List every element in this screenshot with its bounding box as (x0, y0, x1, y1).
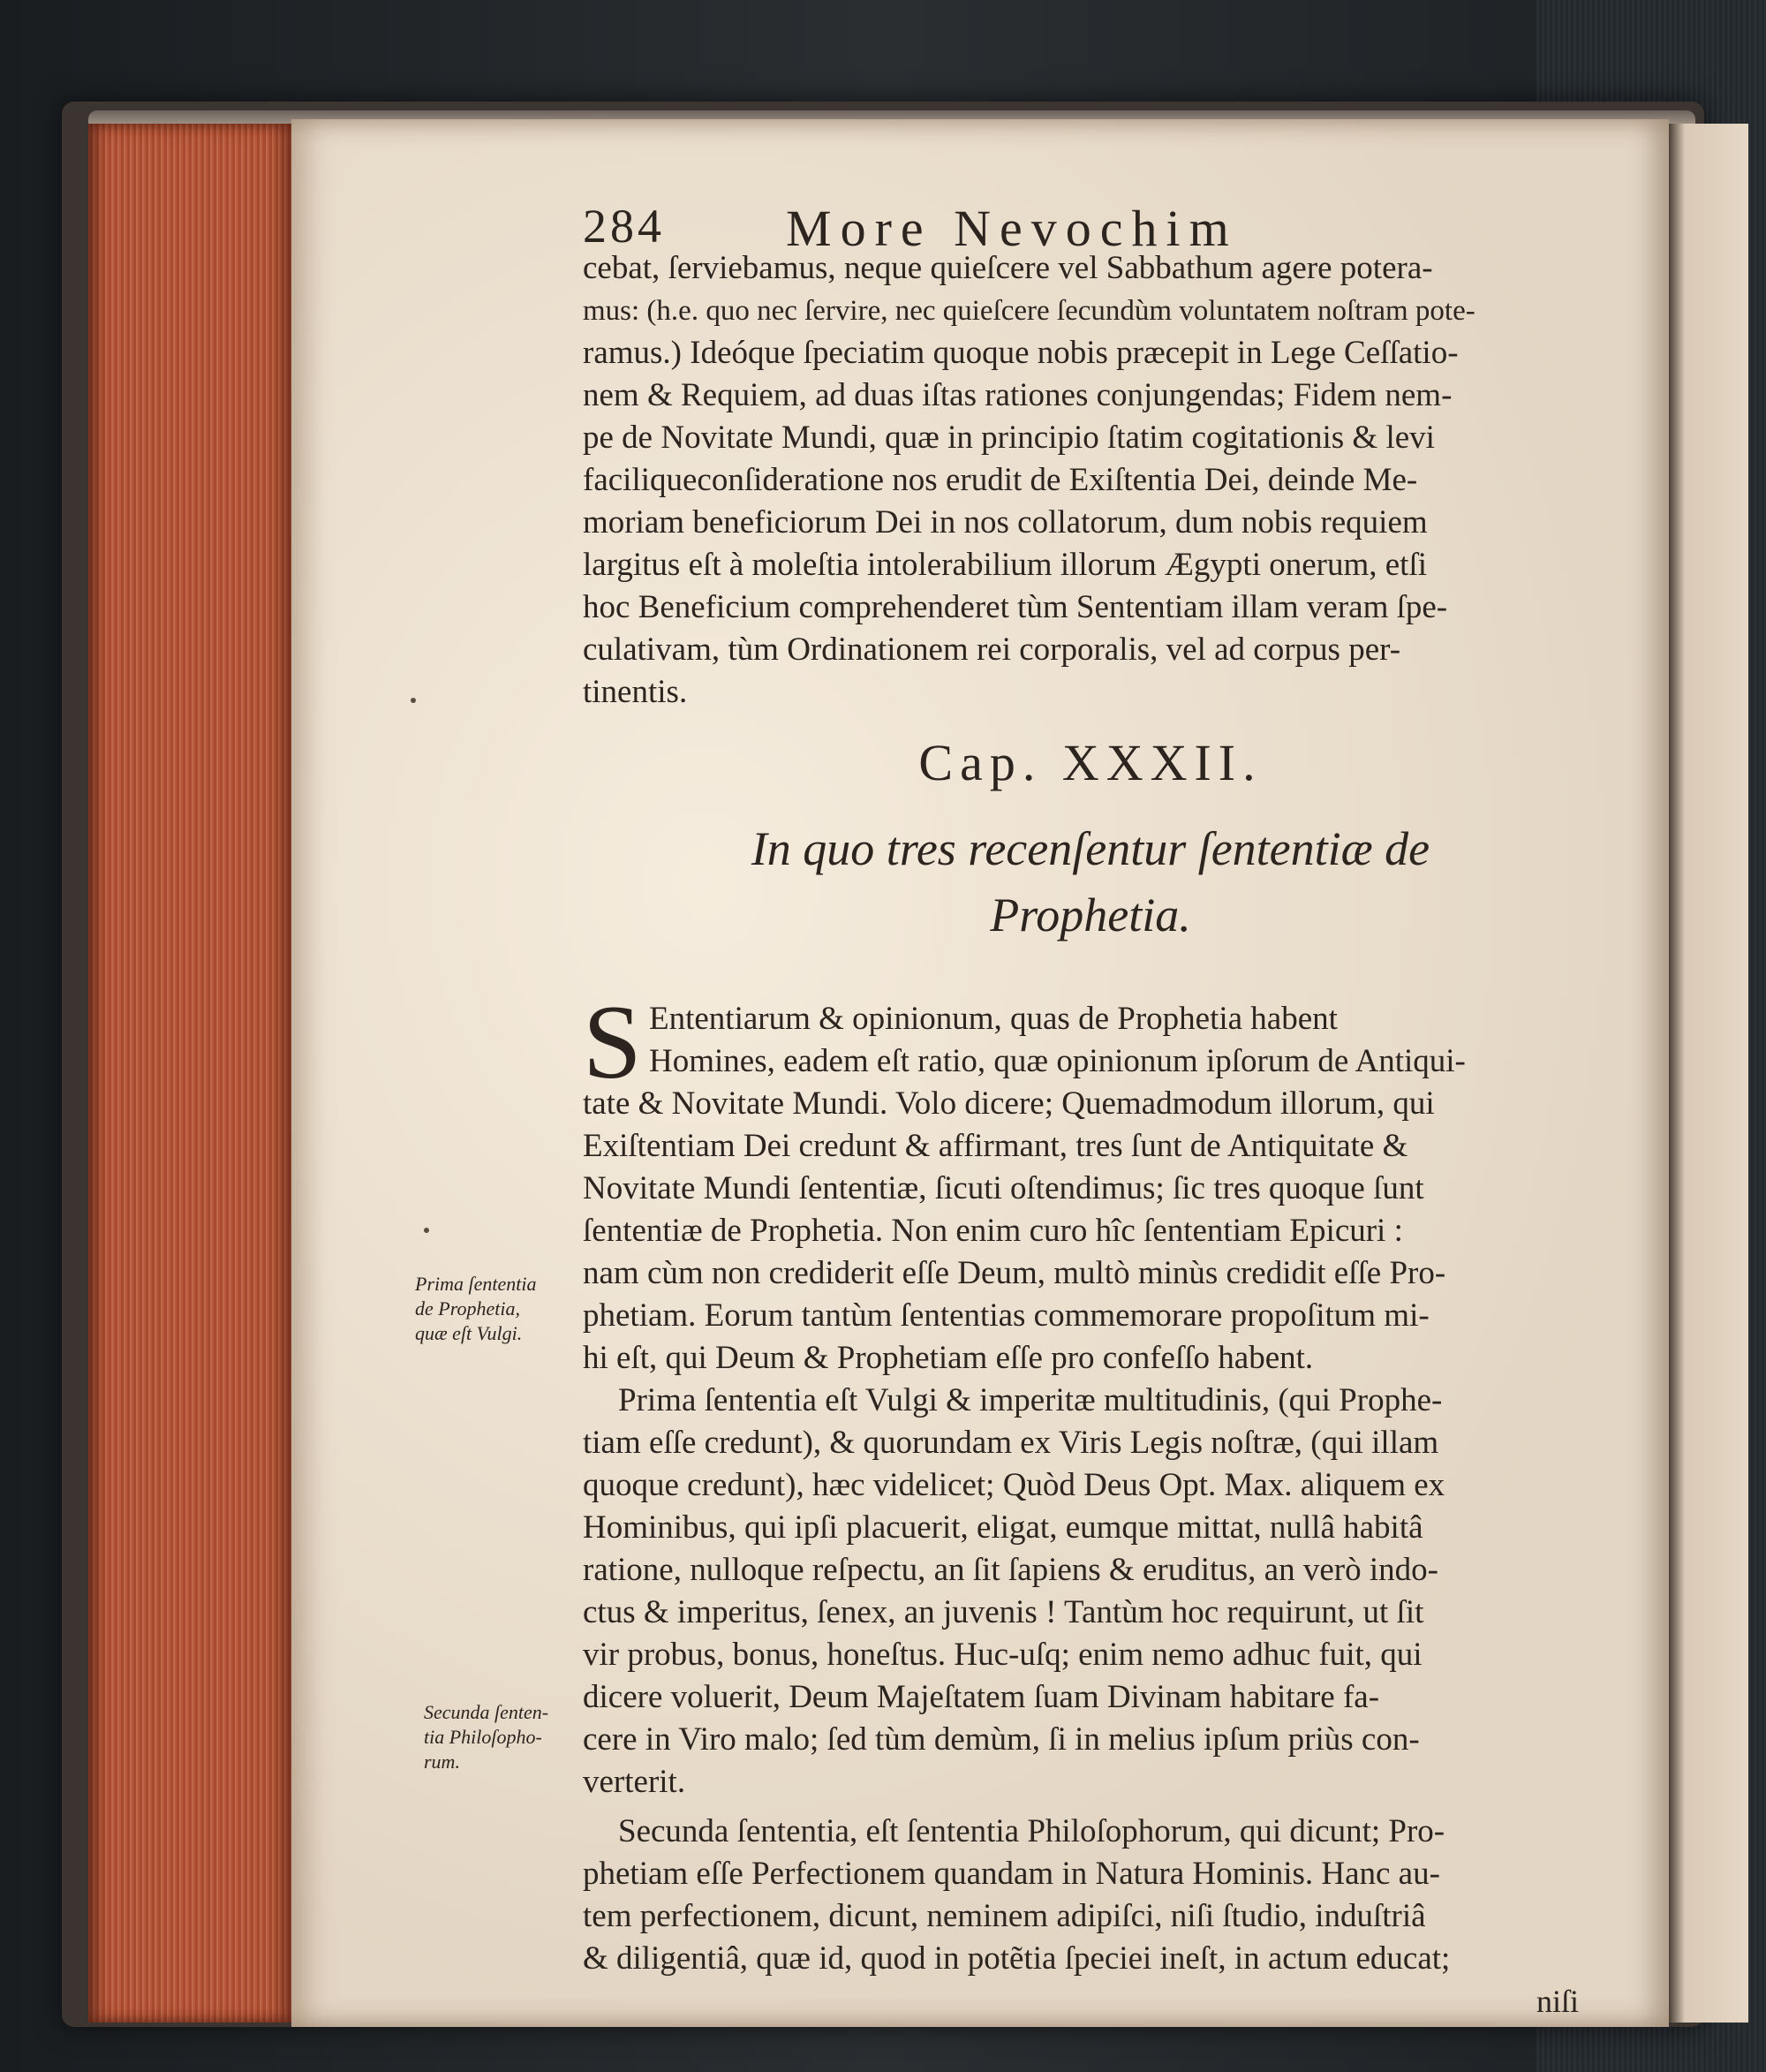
text-line: cere in Viro malo; ſed tùm demùm, ſi in melius ipſum priùs con- (583, 1721, 1420, 1758)
text-line: vir probus, bonus, honeſtus. Huc-uſq; enim nemo adhuc fuit, qui (583, 1637, 1423, 1673)
text-line: cebat, ſerviebamus, neque quieſcere vel Sabbathum agere potera- (583, 250, 1433, 286)
text-line: phetiam eſſe Perfectionem quandam in Natura Hominis. Hanc au- (583, 1856, 1440, 1892)
text-line: quoque credunt), hæc videlicet; Quòd Deus Opt. Max. aliquem ex (583, 1467, 1445, 1503)
text-line: ratione, nulloque reſpectu, an ſit ſapiens & eruditus, an verò indo- (583, 1552, 1438, 1588)
chapter-subtitle-line-2: Prophetia. (990, 889, 1191, 941)
text-line: ſententiæ de Prophetia. Non enim curo hîc ſententiam Epicuri : (583, 1213, 1403, 1249)
text-line: dicere voluerit, Deum Majeſtatem ſuam Divinam habitare fa- (583, 1679, 1380, 1715)
text-line: tate & Novitate Mundi. Volo dicere; Quemadmodum illorum, qui (583, 1085, 1435, 1122)
margin-note-line: Secunda ſenten- (424, 1701, 549, 1723)
text-line: Prima ſententia eſt Vulgi & imperitæ multitudinis, (qui Prophe- (618, 1382, 1443, 1418)
text-line: ctus & imperitus, ſenex, an juvenis ! Tantùm hoc requirunt, ut ſit (583, 1594, 1424, 1630)
chapter-heading: Cap. XXXII. (918, 734, 1263, 791)
text-line: ramus.) Ideóque ſpeciatim quoque nobis præcepit in Lege Ceſſatio- (583, 335, 1459, 371)
margin-dot (424, 1228, 429, 1233)
text-line: Exiſtentiam Dei credunt & affirmant, tres ſunt de Antiquitate & (583, 1128, 1408, 1164)
margin-note-line: rum. (424, 1751, 460, 1773)
text-line: Homines, eadem eſt ratio, quæ opinionum ipſorum de Antiqui- (649, 1043, 1466, 1079)
catchword: niſi (1536, 1984, 1580, 2019)
drop-cap: S (583, 983, 642, 1100)
running-title: More Nevochim (786, 200, 1238, 257)
text-line: nam cùm non crediderit eſſe Deum, multò minùs credidit eſſe Pro- (583, 1255, 1446, 1291)
margin-note-line: Prima ſententia (415, 1273, 537, 1295)
text-line: Hominibus, qui ipſi placuerit, eligat, eumque mittat, nullâ habitâ (583, 1509, 1423, 1546)
margin-note-prima (415, 1272, 592, 1346)
text-line: nem & Requiem, ad duas iſtas rationes conjungendas; Fidem nem- (583, 377, 1453, 413)
text-line: tem perfectionem, dicunt, neminem adipiſci, niſi ſtudio, induſtriâ (583, 1898, 1426, 1934)
text-line: culativam, tùm Ordinationem rei corporalis, vel ad corpus per- (583, 631, 1401, 668)
text-line: hoc Beneficium comprehenderet tùm Sententiam illam veram ſpe- (583, 589, 1448, 625)
margin-note-line: quæ eſt Vulgi. (415, 1322, 523, 1344)
text-line: hi eſt, qui Deum & Prophetiam eſſe pro confeſſo habent. (583, 1340, 1314, 1376)
margin-note-line: de Prophetia, (415, 1297, 520, 1320)
text-line: tinentis. (583, 674, 688, 710)
page-edges-red (88, 124, 291, 2023)
text-line: moriam beneficiorum Dei in nos collatorum, dum nobis requiem (583, 504, 1428, 541)
facing-page (1669, 124, 1748, 2023)
text-line: faciliqueconſideratione nos erudit de Exiſtentia Dei, deinde Me- (583, 462, 1418, 498)
margin-note-secunda (424, 1700, 600, 1774)
book-page (291, 119, 1669, 2027)
margin-note-line: tia Philoſopho- (424, 1726, 542, 1748)
text-line: & diligentiâ, quæ id, quod in potẽtia ſpeciei ineſt, in actum educat; (583, 1940, 1451, 1977)
margin-dot (411, 698, 416, 703)
text-line: mus: (h.e. quo nec ſervire, nec quieſcere ſecundùm voluntatem noſtram pote- (583, 295, 1475, 327)
text-line: Secunda ſententia, eſt ſententia Philoſophorum, qui dicunt; Pro- (618, 1813, 1445, 1849)
text-line: Novitate Mundi ſententiæ, ſicuti oſtendimus; ſic tres quoque ſunt (583, 1170, 1424, 1206)
page-number: 284 (583, 200, 665, 253)
chapter-subtitle-line-1: In quo tres recenſentur ſententiæ de (751, 822, 1430, 875)
text-line: tiam eſſe credunt), & quorundam ex Viris Legis noſtræ, (qui illam (583, 1425, 1439, 1461)
text-line: pe de Novitate Mundi, quæ in principio ſtatim cogitationis & levi (583, 420, 1435, 456)
text-line: Ententiarum & opinionum, quas de Prophetia habent (649, 1001, 1338, 1037)
text-line: verterit. (583, 1764, 686, 1800)
text-line: phetiam. Eorum tantùm ſententias commemorare propoſitum mi- (583, 1297, 1430, 1334)
text-line: largitus eſt à moleſtia intolerabilium illorum Ægypti onerum, etſi (583, 547, 1428, 583)
